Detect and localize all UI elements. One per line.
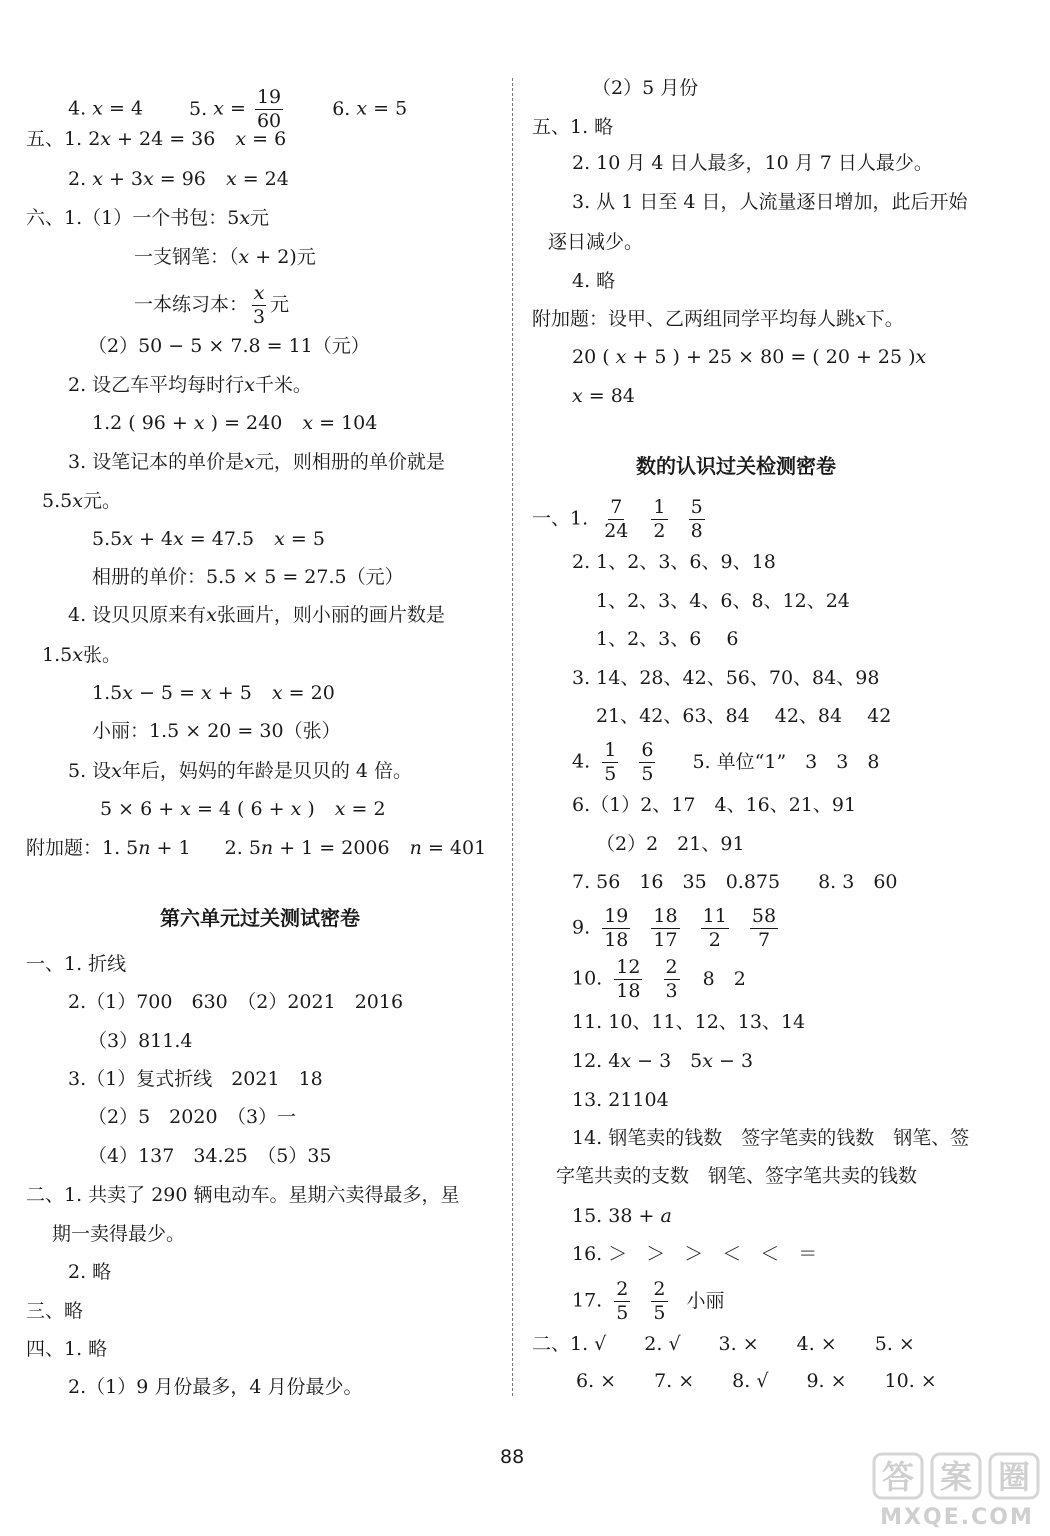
line-r21: 10. $\frac{12}{18}$ $\frac{2}{3}$ 8 2 (572, 956, 746, 1002)
line-l25: （2）5 2020 （3）一 (88, 1106, 297, 1128)
fraction: $\frac{58}{7}$ (751, 905, 777, 951)
line-l05: 一支钢笔：（x + 2)元 (134, 246, 316, 268)
line-l07: （2）50 − 5 × 7.8 = 11（元） (88, 335, 370, 357)
line-l03: 2. x + 3x = 96 x = 24 (68, 168, 289, 190)
line-l15: 1.5x张。 (42, 644, 121, 666)
line-r06: 4. 略 (572, 270, 616, 292)
line-l12: 5.5x + 4x = 47.5 x = 5 (92, 528, 325, 550)
line-l22: 2.（1）700 630 （2）2021 2016 (68, 991, 404, 1013)
fraction: $\frac{18}{17}$ (653, 905, 678, 951)
line-l26: （4）137 34.25 （5）35 (88, 1145, 332, 1167)
fraction: $\frac{12}{18}$ (616, 956, 641, 1002)
fraction: $\frac{2}{5}$ (616, 1278, 629, 1324)
fraction: $\frac{x}{3}$ (253, 282, 266, 328)
fraction: $\frac{1}{5}$ (604, 739, 617, 785)
line-r28: 16. ＞ ＞ ＞ ＜ ＜ ＝ (572, 1243, 818, 1265)
line-l32: 2.（1）9 月份最多，4 月份最少。 (68, 1376, 363, 1398)
line-l21: 一、1. 折线 (26, 953, 127, 975)
line-r25: 14. 钢笔卖的钱数 签字笔卖的钱数 钢笔、签 (572, 1127, 970, 1149)
column-divider (512, 78, 513, 1396)
line-r26: 字笔共卖的支数 钢笔、签字笔共卖的钱数 (556, 1165, 918, 1187)
line-r05: 逐日减少。 (548, 231, 644, 253)
line-r01: （2）5 月份 (592, 77, 699, 99)
section-title-unit6: 第六单元过关测试密卷 (160, 906, 360, 930)
line-r09: x = 84 (572, 385, 635, 407)
line-r07: 附加题：设甲、乙两组同学平均每人跳x下。 (532, 308, 904, 330)
line-l06: 一本练习本： $\frac{x}{3}$ 元 (134, 282, 290, 328)
line-r02: 五、1. 略 (532, 116, 614, 138)
svg-text:圈: 圈 (997, 1458, 1031, 1496)
line-l09: 1.2 ( 96 + x ) = 240 x = 104 (92, 412, 378, 434)
section-title-number-sense: 数的认识过关检测密卷 (636, 454, 836, 478)
line-l30: 三、略 (26, 1300, 84, 1322)
line-r08: 20 ( x + 5 ) + 25 × 80 = ( 20 + 25 )x (572, 346, 927, 368)
fraction: $\frac{19}{18}$ (604, 905, 629, 951)
line-r27: 15. 38 + a (572, 1205, 672, 1227)
line-r20: 9. $\frac{19}{18}$ $\frac{18}{17}$ $\frac{11}{2}$ $\frac{58}{7}$ (572, 905, 777, 951)
watermark-logo (868, 1448, 1046, 1532)
line-l31: 四、1. 略 (26, 1338, 108, 1360)
line-r16: 4. $\frac{1}{5}$ $\frac{6}{5}$ 5. 单位“1” 3 3 8 (572, 739, 880, 785)
svg-text:案: 案 (939, 1458, 973, 1496)
svg-text:答: 答 (881, 1458, 915, 1496)
line-r29: 17. $\frac{2}{5}$ $\frac{2}{5}$ 小丽 (572, 1278, 725, 1324)
line-r18: （2）2 21、91 (596, 833, 745, 855)
line-l17: 小丽：1.5 × 20 = 30（张） (92, 720, 341, 742)
fraction: $\frac{5}{8}$ (690, 496, 703, 542)
line-l08: 2. 设乙车平均每时行x千米。 (68, 374, 312, 396)
line-r19: 7. 56 16 35 0.875 8. 3 60 (572, 871, 898, 893)
line-l14: 4. 设贝贝原来有x张画片，则小丽的画片数是 (68, 604, 445, 626)
fraction: $\frac{2}{5}$ (653, 1278, 666, 1324)
line-l27: 二、1. 共卖了 290 辆电动车。星期六卖得最多，星 (26, 1184, 460, 1206)
line-r14: 3. 14、28、42、56、70、84、98 (572, 667, 880, 689)
fraction: $\frac{1}{2}$ (653, 496, 666, 542)
line-l20: 附加题：1. 5n + 1 2. 5n + 1 = 2006 n = 401 (26, 837, 487, 859)
line-r17: 6.（1）2、17 4、16、21、91 (572, 794, 857, 816)
line-r11: 2. 1、2、3、6、9、18 (572, 551, 776, 573)
line-l16: 1.5x − 5 = x + 5 x = 20 (92, 682, 335, 704)
fraction: $\frac{19}{60}$ (256, 86, 282, 132)
page-number: 88 (500, 1446, 525, 1468)
line-l23: （3）811.4 (88, 1030, 193, 1052)
line-l01: 4. x = 4 5. x = $\frac{19}{60}$ 6. x = 5 (68, 86, 408, 132)
line-l18: 5. 设x年后，妈妈的年龄是贝贝的 4 倍。 (68, 760, 413, 782)
line-l04: 六、1.（1）一个书包：5x元 (26, 207, 270, 229)
line-r23: 12. 4x − 3 5x − 3 (572, 1050, 754, 1072)
line-l10: 3. 设笔记本的单价是x元，则相册的单价就是 (68, 451, 445, 473)
line-r13: 1、2、3、6 6 (596, 628, 739, 650)
line-r24: 13. 21104 (572, 1089, 669, 1111)
line-l28: 期一卖得最少。 (52, 1223, 186, 1245)
fraction: $\frac{2}{3}$ (665, 956, 678, 1002)
line-r30: 二、1. √ 2. √ 3. × 4. × 5. × (532, 1333, 915, 1355)
line-r15: 21、42、63、84 42、84 42 (596, 705, 892, 727)
line-l11: 5.5x元。 (42, 490, 121, 512)
fraction: $\frac{7}{24}$ (604, 496, 629, 542)
fraction: $\frac{6}{5}$ (641, 739, 654, 785)
line-r31: 6. × 7. × 8. √ 9. × 10. × (576, 1370, 937, 1392)
line-l29: 2. 略 (68, 1261, 112, 1283)
line-l19: 5 × 6 + x = 4 ( 6 + x ) x = 2 (100, 798, 386, 820)
line-r12: 1、2、3、4、6、8、12、24 (596, 590, 850, 612)
line-l02: 五、1. 2x + 24 = 36 x = 6 (26, 128, 287, 150)
svg-text:MXQE.COM: MXQE.COM (880, 1505, 1034, 1530)
line-r10: 一、1. $\frac{7}{24}$ $\frac{1}{2}$ $\frac{5}{8}$ (532, 496, 703, 542)
fraction: $\frac{11}{2}$ (702, 905, 727, 951)
line-r22: 11. 10、11、12、13、14 (572, 1011, 806, 1033)
line-r03: 2. 10 月 4 日人最多，10 月 7 日人最少。 (572, 152, 933, 174)
line-l13: 相册的单价：5.5 × 5 = 27.5（元） (92, 566, 404, 588)
line-l24: 3.（1）复式折线 2021 18 (68, 1068, 323, 1090)
line-r04: 3. 从 1 日至 4 日，人流量逐日增加，此后开始 (572, 191, 968, 213)
